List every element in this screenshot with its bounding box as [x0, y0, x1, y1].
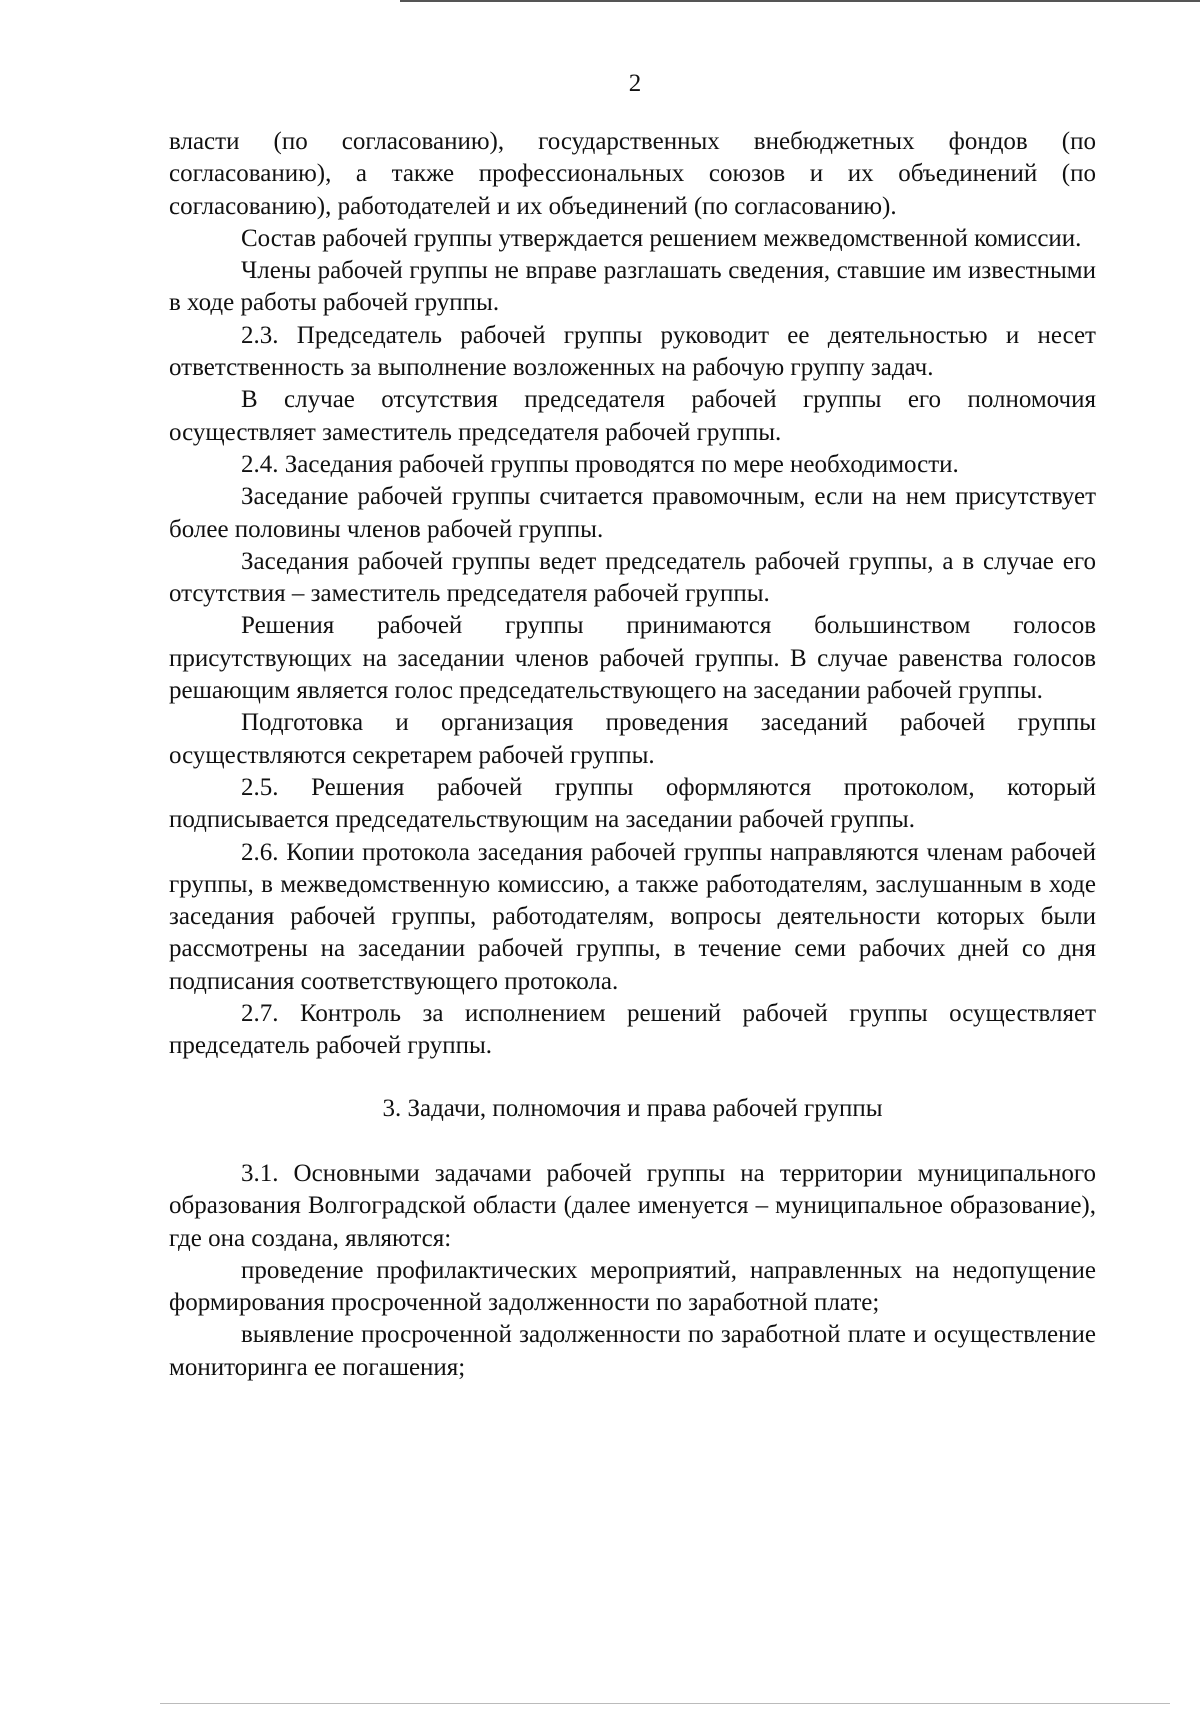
scan-edge-bottom	[160, 1703, 1170, 1704]
paragraph: Заседание рабочей группы считается правомочным, если на нем присутствует более половины членов рабочей группы.	[169, 483, 1096, 543]
paragraph: 2.3. Председатель рабочей группы руководит ее деятельностью и несет ответственность за выполнение возложенных на рабочую группу задач.	[169, 321, 1096, 382]
paragraph: 2.7. Контроль за исполнением решений рабочей группы осуществляет председатель рабочей группы.	[169, 1000, 1096, 1060]
paragraph: Подготовка и организация проведения заседаний рабочей группы осуществляются секретарем рабочей группы.	[169, 709, 1096, 769]
section-heading: 3. Задачи, полномочия и права рабочей группы	[382, 1094, 883, 1122]
paragraph: В случае отсутствия председателя рабочей группы его полномочия осуществляет заместитель председателя рабочей группы.	[169, 386, 1096, 446]
paragraph: 3.1. Основными задачами рабочей группы на территории муниципального образования Волгоградской области (далее именуется – муниципальное образование), где она создана, являются:	[169, 1159, 1096, 1252]
paragraph: 2.4. Заседания рабочей группы проводятся по мере необходимости.	[241, 450, 959, 478]
scan-edge-top	[400, 0, 1200, 2]
paragraph: Решения рабочей группы принимаются большинством голосов присутствующих на заседании членов рабочей группы. В случае равенства голосов решающим является голос председательствующего на заседании рабочей группы.	[169, 612, 1096, 705]
paragraph: Заседания рабочей группы ведет председатель рабочей группы, а в случае его отсутствия – заместитель председателя рабочей группы.	[169, 547, 1096, 608]
paragraph: Члены рабочей группы не вправе разглашать сведения, ставшие им известными в ходе работы рабочей группы.	[169, 257, 1096, 317]
page-number: 2	[628, 70, 642, 97]
document-body	[169, 126, 1096, 1384]
paragraph: проведение профилактических мероприятий, направленных на недопущение формирования просроченной задолженности по заработной плате;	[169, 1256, 1096, 1317]
paragraph: 2.6. Копии протокола заседания рабочей группы направляются членам рабочей группы, в межведомственную комиссию, а также работодателям, заслушанным в ходе заседания рабочей группы, работодателям, вопросы деятельности которых были рассмотрены на заседании рабочей группы, в течение семи рабочих дней со дня подписания соответствующего протокола.	[169, 838, 1096, 995]
paragraph: власти (по согласованию), государственных внебюджетных фондов (по согласованию), а также профессиональных союзов и их объединений (по согласованию), работодателей и их объединений (по согласованию).	[169, 128, 1096, 220]
paragraph: Состав рабочей группы утверждается решением межведомственной комиссии.	[241, 224, 1082, 252]
paragraph: 2.5. Решения рабочей группы оформляются протоколом, который подписывается председательствующим на заседании рабочей группы.	[169, 773, 1096, 834]
paragraph: выявление просроченной задолженности по заработной плате и осуществление мониторинга ее погашения;	[169, 1321, 1096, 1381]
